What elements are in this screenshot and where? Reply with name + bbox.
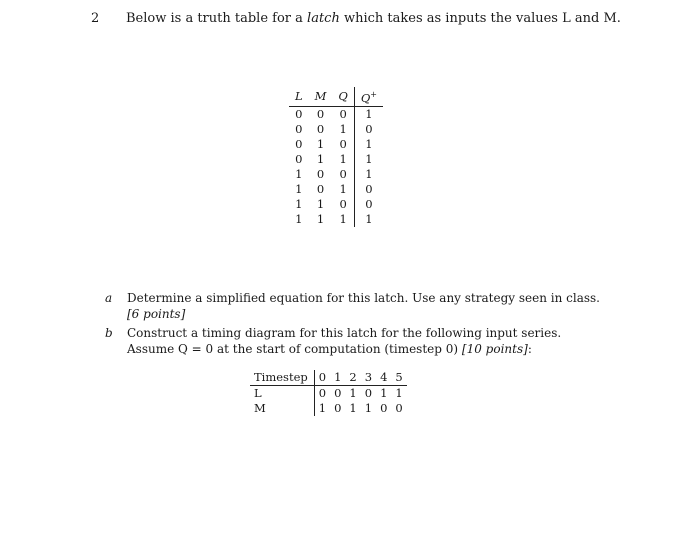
cell-l: 0 — [295, 106, 303, 121]
cell-l: 1 — [295, 196, 303, 211]
timestep-step: 4 — [376, 370, 391, 386]
question-intro — [126, 11, 621, 26]
table-row — [289, 197, 383, 212]
header-l: L — [289, 87, 309, 106]
cell-q: 1 — [339, 211, 347, 226]
table-row — [289, 167, 383, 182]
truth-table-header-row — [289, 87, 383, 106]
cell-q-next: 1 — [354, 167, 383, 182]
cell-m: 1 — [316, 136, 325, 151]
timestep-cell: 0 — [364, 386, 373, 400]
cell-m: 1 — [316, 211, 325, 226]
cell-q-next: 0 — [354, 182, 383, 197]
timestep-row-m — [250, 401, 407, 416]
cell-q: 0 — [339, 166, 347, 181]
cell-m: 1 — [316, 196, 325, 211]
cell-l: 1 — [295, 166, 303, 181]
timestep-row-label: L — [254, 386, 262, 400]
timestep-row-label: M — [254, 401, 266, 415]
cell-q-next: 1 — [354, 137, 383, 152]
table-row — [289, 122, 383, 137]
header-q: Q — [332, 87, 354, 106]
header-q-next-base: Q — [360, 90, 371, 105]
cell-l: 1 — [295, 181, 303, 196]
truth-table — [289, 87, 383, 227]
cell-q-next: 1 — [354, 212, 383, 227]
cell-q-next: 0 — [354, 197, 383, 212]
part-b-text: Construct a timing diagram for this latch for the following input series. — [127, 326, 562, 340]
header-q-next — [354, 87, 383, 106]
timestep-table — [250, 370, 407, 416]
cell-q: 0 — [339, 106, 347, 121]
cell-q: 0 — [339, 136, 347, 151]
intro-text-after: which takes as inputs the values L and M. — [339, 11, 621, 26]
cell-q-next: 1 — [354, 106, 383, 122]
cell-m: 1 — [316, 151, 325, 166]
timestep-header-row — [250, 370, 407, 386]
timestep-cell: 1 — [380, 386, 388, 400]
part-b — [105, 325, 561, 357]
cell-m: 0 — [316, 121, 325, 136]
timestep-step: 2 — [345, 370, 360, 386]
cell-l: 0 — [295, 121, 303, 136]
cell-m: 0 — [316, 166, 325, 181]
intro-text-before: Below is a truth table for a — [126, 11, 308, 26]
timestep-cell: 0 — [380, 401, 388, 415]
timestep-cell: 0 — [314, 386, 330, 402]
timestep-step: 1 — [330, 370, 345, 386]
cell-l: 1 — [295, 211, 303, 226]
part-a-points: [6 points] — [127, 307, 186, 321]
cell-q-next: 1 — [354, 152, 383, 167]
timestep-cell: 1 — [395, 386, 403, 400]
timestep-cell: 1 — [364, 401, 373, 415]
timestep-step: 0 — [314, 370, 330, 386]
part-b-text-end: : — [527, 342, 532, 356]
header-m: M — [309, 87, 333, 106]
table-row — [289, 182, 383, 197]
cell-q: 1 — [339, 181, 347, 196]
cell-q-next: 0 — [354, 122, 383, 137]
timestep-cell: 0 — [395, 401, 403, 415]
timestep-cell: 0 — [334, 386, 342, 400]
timestep-cell: 0 — [334, 401, 342, 415]
cell-m: 0 — [316, 106, 325, 121]
table-row — [289, 106, 383, 122]
part-a-text: Determine a simplified equation for this latch. Use any strategy seen in class. — [127, 291, 600, 305]
part-b-text-2: Assume Q = 0 at the start of computation (timestep 0) — [127, 342, 462, 356]
cell-q: 1 — [339, 151, 347, 166]
part-b-points: [10 points] — [461, 342, 528, 356]
timestep-cell: 1 — [349, 401, 357, 415]
timestep-header-label: Timestep — [250, 370, 314, 386]
timestep-row-l — [250, 386, 407, 402]
table-row — [289, 137, 383, 152]
part-a — [105, 290, 600, 322]
cell-l: 0 — [295, 151, 303, 166]
timestep-step: 5 — [391, 370, 406, 386]
timestep-cell: 1 — [349, 386, 357, 400]
question-number: 2 — [91, 11, 100, 26]
intro-text-italic: latch — [307, 11, 340, 26]
table-row — [289, 152, 383, 167]
header-q-next-sup: + — [370, 90, 377, 99]
cell-l: 0 — [295, 136, 303, 151]
timestep-step: 3 — [361, 370, 376, 386]
table-row — [289, 212, 383, 227]
cell-m: 0 — [316, 181, 325, 196]
cell-q: 1 — [339, 121, 347, 136]
timestep-cell: 1 — [314, 401, 330, 416]
cell-q: 0 — [339, 196, 347, 211]
part-b-label: b — [105, 326, 113, 340]
part-a-label: a — [105, 291, 113, 305]
